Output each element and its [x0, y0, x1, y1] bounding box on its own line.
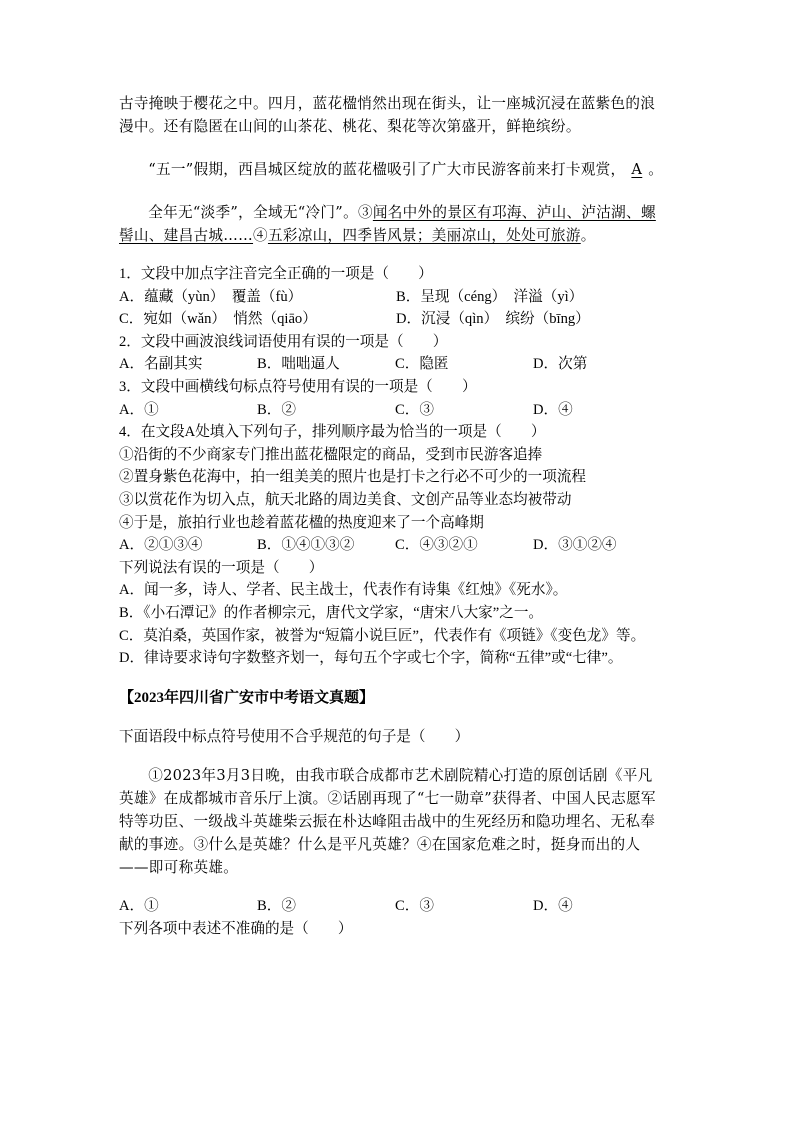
option-c: C．隐匿 [395, 356, 449, 373]
option-b: B．①④①③② [257, 537, 355, 554]
question-6-passage: ①2023年3月3日晚，由我市联合成都市艺术剧院精心打造的原创话剧《平凡英雄》在成都城市音乐厅上演。②话剧再现了“七一勋章”获得者、中国人民志愿军特等功臣、一级战斗英雄柴云振在朴达峰阻击战中的生死经历和隐功埋名、无私奉献的事迹。③什么是英雄？什么是平凡英雄？④在国家危难之时，挺身而出的人——即可称英雄。 [119, 767, 656, 877]
option-d: D．沉浸（qìn） 缤纷（bīng） [396, 311, 590, 328]
sentence-2: ②置身紫色花海中，拍一组美美的照片也是打卡之行必不可少的一项流程 [119, 469, 587, 486]
option-c: C．③ [395, 898, 434, 915]
question-1-options-row-1 [119, 286, 665, 309]
question-4-options [119, 534, 665, 557]
question-6-options [119, 895, 665, 918]
blank-a: A [631, 161, 643, 178]
option-a: A．闻一多，诗人、学者、民主战士，代表作有诗集《红烛》《死水》。 [119, 582, 568, 599]
option-a: A．蕴藏（yùn） 覆盖（fù） [119, 288, 303, 305]
passage-paragraph-3-text: 全年无“淡季”，全域无“冷门”。③ [148, 204, 373, 221]
passage-paragraph-2-text: “五一”假期，西昌城区绽放的蓝花楹吸引了广大市民游客前来打卡观赏， [148, 161, 626, 178]
underlined-sentence-3: 闻名中外的景区有邛海、泸山、泸沽湖、螺髻山、建昌古城…… [119, 204, 656, 244]
question-2-options [119, 353, 665, 376]
option-b: B．咄咄逼人 [257, 356, 340, 373]
passage-paragraph-2 [119, 158, 665, 181]
option-c: C．莫泊桑，英国作家，被誉为“短篇小说巨匠”，代表作有《项链》《变色龙》等。 [119, 627, 646, 644]
option-d: D．律诗要求诗句字数整齐划一，每句五个字或七个字，简称“五律”或“七律”。 [119, 650, 623, 667]
passage-paragraph-3-end: 。 [580, 227, 596, 244]
option-d: D．④ [533, 401, 573, 418]
question-5-stem: 下列说法有误的一项是（ ） [119, 559, 324, 576]
passage-paragraph-3 [119, 201, 665, 247]
option-a: A．名副其实 [119, 356, 203, 373]
question-6-stem: 下面语段中标点符号使用不合乎规范的句子是（ ） [119, 728, 470, 745]
question-3-stem: 3．文段中画横线句标点符号使用有误的一项是（ ） [119, 378, 477, 395]
sentence-1: ①沿街的不少商家专门推出蓝花楹限定的商品，受到市民游客追捧 [119, 446, 543, 463]
option-a: A．① [119, 898, 159, 915]
underlined-sentence-4: 五彩凉山，四季皆风景；美丽凉山，处处可旅游 [267, 227, 581, 244]
question-1-stem: 1．文段中加点字注音完全正确的一项是（ ） [119, 266, 433, 282]
question-4-stem: 4．在文段A处填入下列句子，排列顺序最为恰当的一项是（ ） [119, 424, 546, 441]
option-b: B．《小石潭记》的作者柳宗元，唐代文学家，“唐宋八大家”之一。 [119, 604, 544, 621]
option-a: A．① [119, 401, 159, 418]
question-7-stem: 下列各项中表述不准确的是（ ） [119, 920, 353, 937]
option-c: C．④③②① [395, 537, 478, 554]
option-c: C．宛如（wǎn） 悄然（qiāo） [119, 311, 317, 328]
sentence-3: ③以赏花作为切入点，航天北路的周边美食、文创产品等业态均被带动 [119, 491, 572, 508]
sentence-4: ④于是，旅拍行业也趁着蓝花楹的热度迎来了一个高峰期 [119, 514, 484, 531]
passage-paragraph-2-end: 。 [648, 161, 664, 178]
option-c: C．③ [395, 401, 434, 418]
question-3-options [119, 399, 665, 422]
option-b: B．② [257, 401, 296, 418]
option-d: D．④ [533, 898, 573, 915]
option-a: A．②①③④ [119, 537, 203, 554]
question-1-options-row-2 [119, 308, 665, 331]
passage-paragraph-1: 古寺掩映于樱花之中。四月，蓝花楹悄然出现在街头，让一座城沉浸在蓝紫色的浪漫中。还有隐匿在山间的山茶花、桃花、梨花等次第盛开，鲜艳缤纷。 [119, 95, 656, 135]
option-b: B．呈现（céng） 洋溢（yì） [396, 288, 584, 305]
section-heading: 【2023年四川省广安市中考语文真题】 [119, 689, 375, 706]
question-2-stem: 2．文段中画波浪线词语使用有误的一项是（ ） [119, 333, 448, 350]
option-b: B．② [257, 898, 296, 915]
page-content [119, 92, 665, 940]
option-d: D．次第 [533, 356, 588, 373]
sentence-marker-4: ④ [253, 227, 268, 244]
option-d: D．③①②④ [533, 537, 617, 554]
